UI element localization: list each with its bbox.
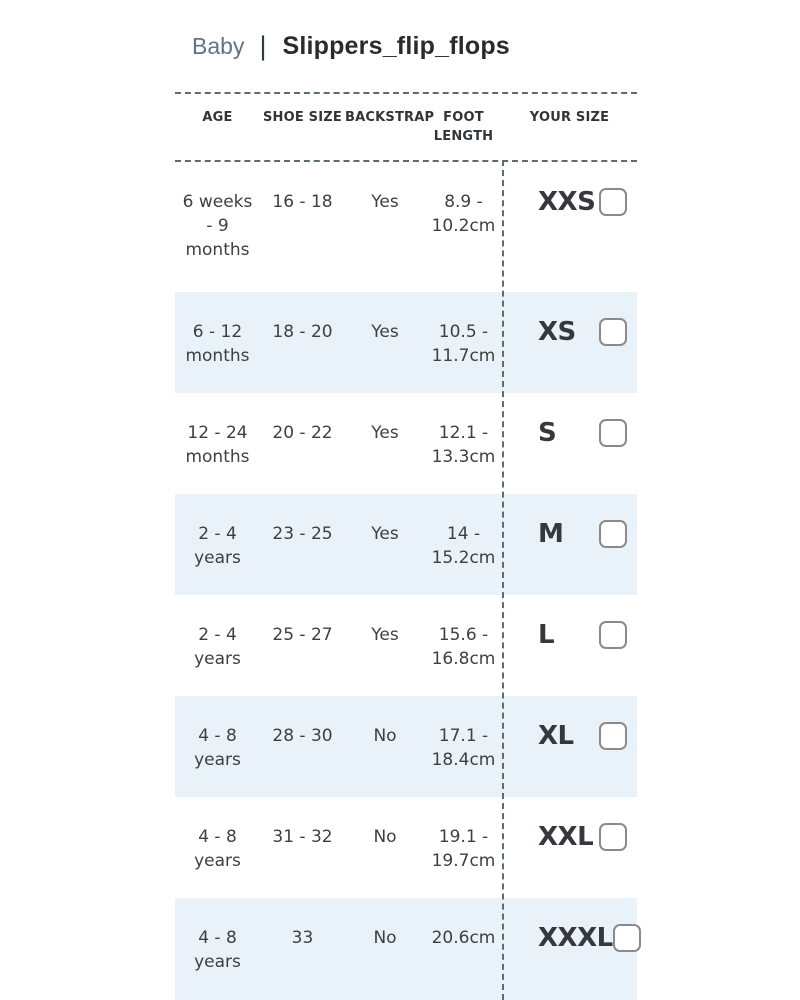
column-header-backstrap: BACKSTRAP	[345, 110, 435, 125]
your-size-cell	[502, 494, 637, 595]
backstrap-cell: No	[373, 928, 397, 948]
foot-length-cell: 19.1 - 19.7cm	[431, 827, 496, 871]
backstrap-cell: Yes	[371, 524, 399, 544]
age-cell: 2 - 4 years	[194, 625, 241, 669]
backstrap-cell: No	[373, 726, 397, 746]
foot-length-cell: 12.1 - 13.3cm	[431, 423, 496, 467]
column-header-row	[175, 94, 637, 160]
size-checkbox[interactable]	[613, 924, 641, 952]
backstrap-cell: Yes	[371, 423, 399, 443]
size-label: XXL	[538, 822, 594, 852]
foot-length-cell: 14 - 15.2cm	[431, 524, 496, 568]
table-row	[175, 162, 637, 292]
table-row	[175, 595, 637, 696]
size-label: XXXL	[538, 923, 613, 953]
category-label: Baby	[192, 32, 245, 59]
backstrap-cell: No	[373, 827, 397, 847]
size-label: XL	[538, 721, 574, 751]
table-row	[175, 797, 637, 898]
size-checkbox[interactable]	[599, 520, 627, 548]
table-row	[175, 393, 637, 494]
your-size-cell	[502, 898, 637, 1000]
backstrap-cell: Yes	[371, 322, 399, 342]
size-label: XS	[538, 317, 576, 347]
size-checkbox[interactable]	[599, 419, 627, 447]
column-header-your-size: YOUR SIZE	[529, 110, 610, 125]
foot-length-cell: 8.9 - 10.2cm	[431, 192, 496, 236]
shoe-size-cell: 16 - 18	[272, 192, 333, 212]
shoe-size-cell: 23 - 25	[272, 524, 333, 544]
column-header-foot-length: FOOT LENGTH	[433, 110, 494, 144]
shoe-size-cell: 20 - 22	[272, 423, 333, 443]
your-size-cell	[502, 797, 637, 898]
table-row	[175, 292, 637, 393]
size-label: M	[538, 519, 564, 549]
your-size-cell	[502, 162, 637, 292]
table-row	[175, 494, 637, 595]
page-title: Slippers_flip_flops	[282, 31, 510, 60]
age-cell: 4 - 8 years	[194, 827, 241, 871]
size-label: XXS	[538, 187, 596, 217]
breadcrumb	[175, 0, 637, 92]
breadcrumb-separator: |	[259, 30, 267, 61]
column-divider-dashed-line	[502, 160, 504, 1000]
size-checkbox[interactable]	[599, 621, 627, 649]
column-header-age: AGE	[202, 110, 233, 125]
shoe-size-cell: 18 - 20	[272, 322, 333, 342]
age-cell: 2 - 4 years	[194, 524, 241, 568]
age-cell: 4 - 8 years	[194, 928, 241, 972]
age-cell: 6 weeks - 9 months	[182, 192, 253, 260]
size-label: L	[538, 620, 555, 650]
backstrap-cell: Yes	[371, 625, 399, 645]
your-size-cell	[502, 696, 637, 797]
shoe-size-cell: 28 - 30	[272, 726, 333, 746]
foot-length-cell: 15.6 - 16.8cm	[431, 625, 496, 669]
your-size-cell	[502, 292, 637, 393]
table-row	[175, 898, 637, 1000]
shoe-size-cell: 25 - 27	[272, 625, 333, 645]
shoe-size-cell: 33	[291, 928, 314, 948]
age-cell: 4 - 8 years	[194, 726, 241, 770]
foot-length-cell: 17.1 - 18.4cm	[431, 726, 496, 770]
shoe-size-cell: 31 - 32	[272, 827, 333, 847]
table-row	[175, 696, 637, 797]
your-size-cell	[502, 393, 637, 494]
column-header-shoe-size: SHOE SIZE	[262, 110, 342, 125]
size-table-body	[175, 162, 637, 1000]
size-checkbox[interactable]	[599, 823, 627, 851]
size-checkbox[interactable]	[599, 722, 627, 750]
foot-length-cell: 10.5 - 11.7cm	[431, 322, 496, 366]
size-checkbox[interactable]	[599, 318, 627, 346]
age-cell: 12 - 24 months	[185, 423, 250, 467]
size-checkbox[interactable]	[599, 188, 627, 216]
size-chart-content	[175, 0, 637, 1000]
your-size-cell	[502, 595, 637, 696]
age-cell: 6 - 12 months	[185, 322, 250, 366]
size-label: S	[538, 418, 557, 448]
foot-length-cell: 20.6cm	[431, 928, 496, 948]
backstrap-cell: Yes	[371, 192, 399, 212]
